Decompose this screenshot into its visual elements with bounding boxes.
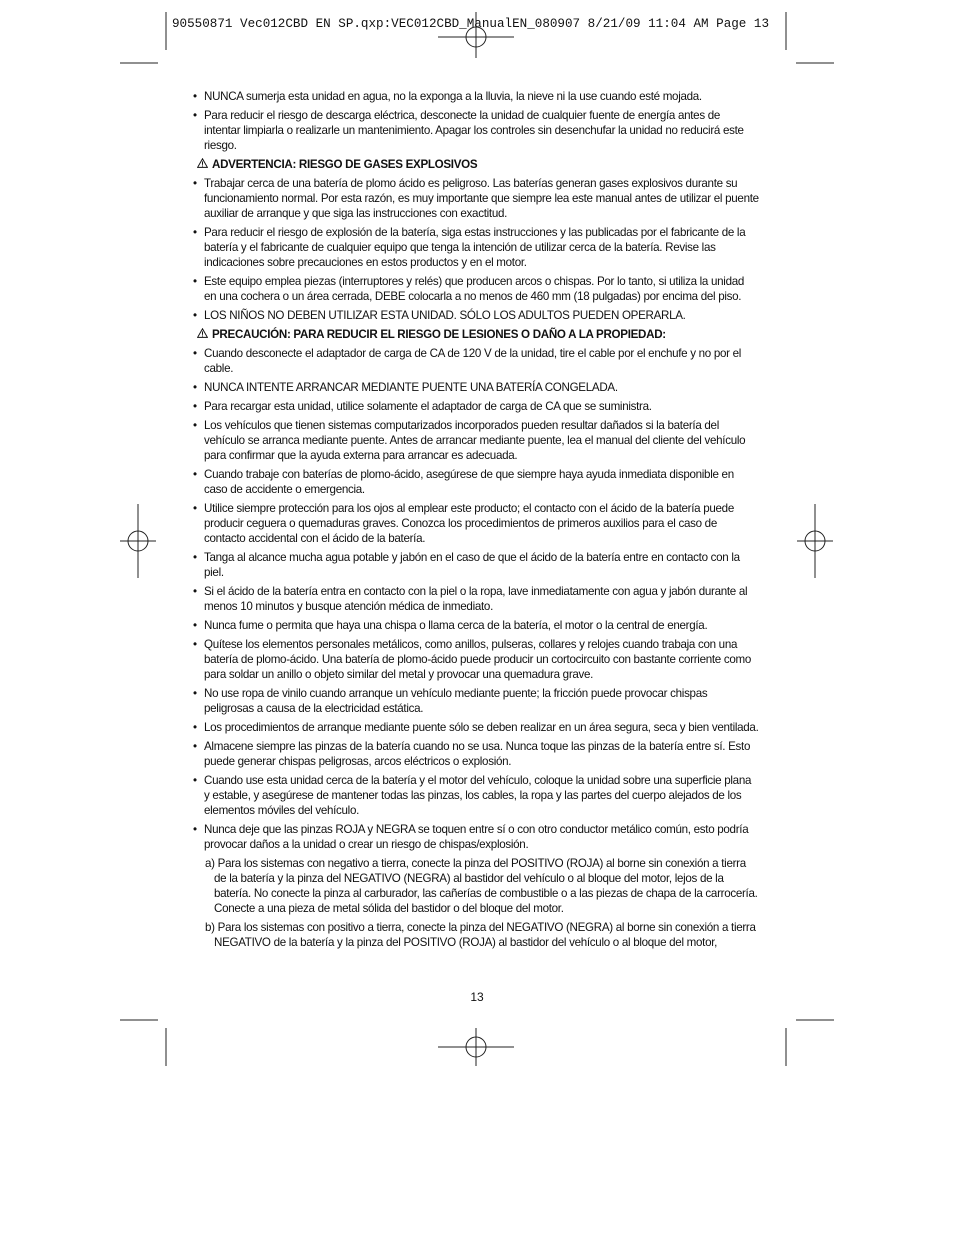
bullet-icon: • <box>193 619 197 632</box>
list-item: • Utilice siempre protección para los ojos al emplear este producto; el contacto con el ácido de la batería puede producir ceguera o quemaduras graves. Conozca los procedimientos de primeros auxilios para el caso de contacto accidental con el ácido de la batería. <box>193 502 734 545</box>
list-item: • Si el ácido de la batería entra en contacto con la piel o la ropa, lave inmediatamente con agua y jabón durante al menos 10 minutos y busque atención médica de inmediato. <box>193 585 748 613</box>
print-slug: 90550871 Vec012CBD EN SP.qxp:VEC012CBD_ManualEN_080907 8/21/09 11:04 AM Page 13 <box>172 17 770 31</box>
bullet-icon: • <box>193 347 197 360</box>
list-item: • Almacene siempre las pinzas de la batería cuando no se usa. Nunca toque las pinzas de la batería entre sí. Esto puede generar chispas peligrosas, arcos eléctricos o explosión. <box>193 740 751 768</box>
page-number: 13 <box>470 990 484 1004</box>
list-item: • Cuando desconecte el adaptador de carga de CA de 120 V de la unidad, tire el cable por el enchufe y no por el cable. <box>193 347 742 375</box>
sub-item-b: b) Para los sistemas con positivo a tierra, conecte la pinza del NEGATIVO (NEGRA) al borne sin conexión a tierra NEGATIVO de la batería y la pinza del POSITIVO (ROJA) al bastidor del vehículo o al bloque del motor, <box>205 921 756 949</box>
list-item: • Para reducir el riesgo de descarga eléctrica, desconecte la unidad de cualquier fuente de energía antes de intentar limpiarla o realizarle un mantenimiento. Apagar los controles sin desenchufar la unidad no reducirá este riesgo. <box>193 109 744 152</box>
list-item: • Para reducir el riesgo de explosión de la batería, siga estas instrucciones y las publicadas por el fabricante de la batería y el fabricante de cualquier equipo que tenga la intención de utilizar cerca de la batería. Revise las indicaciones sobre precauciones en estos productos y en el motor. <box>193 226 746 269</box>
sub-item-a: a) Para los sistemas con negativo a tierra, conecte la pinza del POSITIVO (ROJA) al borne sin conexión a tierra de la batería y la pinza del NEGATIVO (NEGRA) al bastidor del vehículo o al bloque del motor, lejos de la batería. No conecte la pinza al carburador, las cañerías de combustible o a las piezas de chapa de la carrocería. Conecte a una pieza de metal sólida del bastidor o del bloque del motor. <box>205 857 758 915</box>
bullet-icon: • <box>193 638 197 651</box>
warning-triangle-icon <box>197 158 208 168</box>
bullet-icon: • <box>193 400 197 413</box>
bullet-icon: • <box>193 226 197 239</box>
bullet-icon: • <box>193 90 197 103</box>
bullet-icon: • <box>193 309 197 322</box>
bullet-icon: • <box>193 823 197 836</box>
safety-instructions <box>193 89 759 954</box>
bullet-icon: • <box>193 585 197 598</box>
warning-heading: ADVERTENCIA: RIESGO DE GASES EXPLOSIVOS <box>193 157 759 172</box>
bullet-icon: • <box>193 381 197 394</box>
bullet-icon: • <box>193 177 197 190</box>
bullet-icon: • <box>193 502 197 515</box>
caution-heading: PRECAUCIÓN: PARA REDUCIR EL RIESGO DE LESIONES O DAÑO A LA PROPIEDAD: <box>193 327 759 342</box>
bullet-icon: • <box>193 551 197 564</box>
list-item: • Este equipo emplea piezas (interruptores y relés) que producen arcos o chispas. Por lo tanto, si utiliza la unidad en una cochera o un área cerrada, DEBE colocarla a no menos de 460 mm (18 pulgadas) por encima del piso. <box>193 275 745 303</box>
bullet-icon: • <box>193 275 197 288</box>
bullet-icon: • <box>193 740 197 753</box>
list-item: • No use ropa de vinilo cuando arranque un vehículo mediante puente; la fricción puede provocar chispas peligrosas a causa de la electricidad estática. <box>193 687 708 715</box>
warning-triangle-icon <box>197 328 208 338</box>
list-item: • Nunca fume o permita que haya una chispa o llama cerca de la batería, el motor o la central de energía. <box>193 619 708 632</box>
list-item: • Cuando trabaje con baterías de plomo-ácido, asegúrese de que siempre haya ayuda inmediata disponible en caso de accidente o emergencia. <box>193 468 734 496</box>
bullet-icon: • <box>193 774 197 787</box>
bullet-icon: • <box>193 419 197 432</box>
bullet-icon: • <box>193 468 197 481</box>
list-item: • Trabajar cerca de una batería de plomo ácido es peligroso. Las baterías generan gases explosivos durante su funcionamiento normal. Por esta razón, es muy importante que siempre lea este manual antes de utilizar el puente auxiliar de arranque y que siga las instrucciones con exactitud. <box>193 177 759 220</box>
list-item: • Para recargar esta unidad, utilice solamente el adaptador de carga de CA que se suministra. <box>193 400 652 413</box>
list-item: • Cuando use esta unidad cerca de la batería y el motor del vehículo, coloque la unidad sobre una superficie plana y estable, y asegúrese de mantener todas las pinzas, los cables, la ropa y las partes del cuerpo alejados de los elementos móviles del vehículo. <box>193 774 752 817</box>
bullet-icon: • <box>193 721 197 734</box>
list-item: • Nunca deje que las pinzas ROJA y NEGRA se toquen entre sí o con otro conductor metálico común, esto podría provocar daños a la unidad o crear un riesgo de chispas/explosión. <box>193 823 749 851</box>
list-item: • Tanga al alcance mucha agua potable y jabón en el caso de que el ácido de la batería entre en contacto con la piel. <box>193 551 740 579</box>
list-item: • NUNCA INTENTE ARRANCAR MEDIANTE PUENTE UNA BATERÍA CONGELADA. <box>193 381 618 394</box>
list-item: • Quítese los elementos personales metálicos, como anillos, pulseras, collares y relojes cuando trabaja con una batería de plomo-ácido. Una batería de plomo-ácido puede producir un cortocircuito con bastante corriente como para soldar un anillo o objeto similar del metal y provocar una quemadura grave. <box>193 638 752 681</box>
list-item: • Los vehículos que tienen sistemas computarizados incorporados pueden resultar dañados si la batería del vehículo se arranca mediante puente. Antes de arrancar mediante puente, lea el manual del cliente del vehículo para confirmar que la ayuda externa para arrancar es adecuada. <box>193 419 746 462</box>
list-item: • LOS NIÑOS NO DEBEN UTILIZAR ESTA UNIDAD. SÓLO LOS ADULTOS PUEDEN OPERARLA. <box>193 309 686 322</box>
list-item: • Los procedimientos de arranque mediante puente sólo se deben realizar en un área segura, seca y bien ventilada. <box>193 721 759 734</box>
bullet-icon: • <box>193 109 197 122</box>
list-item: • NUNCA sumerja esta unidad en agua, no la exponga a la lluvia, la nieve ni la use cuando esté mojada. <box>193 90 702 103</box>
bullet-icon: • <box>193 687 197 700</box>
